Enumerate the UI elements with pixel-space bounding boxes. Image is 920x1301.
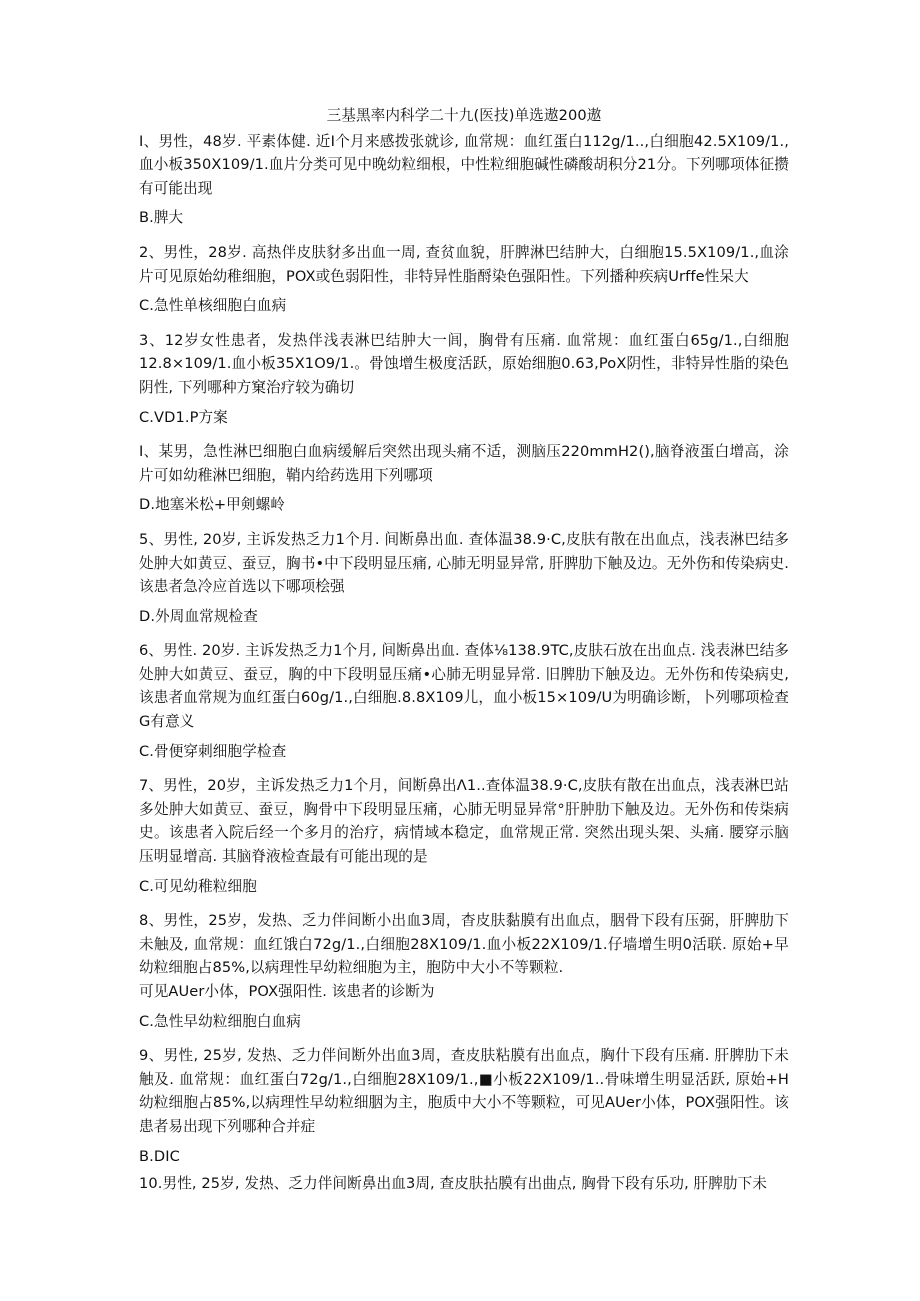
answer-6: C.骨便穿刺细胞学检查: [139, 742, 287, 760]
answer-1: B.脾大: [139, 209, 184, 227]
question-5: 5、男性, 20岁, 主诉发热乏力1个月. 间断鼻出血. 查体温38.9·C,皮肤有散在出血点，浅表淋巴结多处肿大如黄豆、蚕豆，胸书•中下段明显压痛, 心肺无明显异常, 肝脾肋下触及边。无外伤和传染病史. 该患者急冷应首选以下哪项桧强: [139, 530, 789, 596]
question-3: 3、12岁女性患者，发热伴浅表淋巴结肿大一闾，胸骨有压痛. 血常规：血红蛋白65g∕1.,白细胞12.8×109/1.血小板35X1O9/1.。骨蚀增生极度活跃，原始细胞0.63,PoX阴性，非特异性脂的染色阴性, 下列哪种方窠治疗较为确切: [139, 331, 789, 396]
question-10: 10.男性, 25岁, 发热、乏力伴间断鼻出血3周, 查皮肤拈膜有出曲点, 胸骨下段有乐功, 肝脾肋下未: [139, 1175, 768, 1193]
question-7: 7、男性，20岁，主诉发热乏力1个月，间断鼻出Λ1..查体温38.9·C,皮肤有散在出血点，浅表淋巴站多处肿大如黄豆、蚕豆，胸骨中下段明显压痛，心肺无明显异常°肝肿肋下触及边。无外伤和传柒病史。该患者入院后经一个多月的治疗，病情域本稳定，血常规正常. 突然出现头架、头痛. 腰穿示脑压明显增高. 其脑脊液检查最有可能出现的是: [139, 777, 789, 866]
question-9: 9、男性, 25岁, 发热、乏力伴间断外出血3周，查皮肤粘膜有出血点，胸什下段有压痛. 肝脾肋下未触及. 血常规：血红蛋白72g∕1.,白细胞28X109/1.,■小板22X109/1..骨味增生明显活跃, 原始+H幼粒细胞占85%,以病理性早幼粒细胭为主，胞质中大小不等颗粒，可见AUer小体，POX强阳性。该患者易出现下列哪种合并症: [139, 1047, 789, 1135]
answer-9: B.DIC: [139, 1147, 180, 1165]
question-8-continued: 可见AUer小体，POX强阳性. 该患者的诊断为: [139, 983, 435, 1000]
question-2: 2、男性，28岁. 高热伴皮肤豺多出血一周, 查贫血貌，肝脾淋巴结肿大，白细胞15.5X109/1.,血涂片可见原始幼稚细胞，POX或色弱阳性，非特异性脂酹染色强阳性。下列播种疾病Urffe性呆大: [139, 243, 789, 285]
answer-5: D.外周血常规检查: [139, 607, 258, 625]
answer-7: C.可见幼稚粒细胞: [139, 877, 257, 895]
answer-2: C.急性单核细胞白血病: [139, 297, 287, 315]
answer-8: C.急性早幼粒细胞白血病: [139, 1012, 301, 1030]
document-title: 三基黑率内科学二十九(医技)单选遨200遨: [326, 107, 602, 124]
question-6: 6、男性. 20岁. 主诉发热乏力1个月, 间断鼻出血. 查体⅛138.9TC,皮肤石放在出血点. 浅表淋巴结多处肿大如黄豆、蚕豆，胸的中下段明显压痛•心肺无明显异常. 旧脾肋下触及边。无外伤和传染病史, 该患者血常规为血红蛋白60g∕1.,白细胞.8.8X109儿，血小板15×109∕U为明确诊断，卜列哪项检查G有意义: [139, 642, 789, 731]
question-1: I、男性，48岁. 平素体健. 近Ⅰ个月来感拨张就诊, 血常规：血红蛋白112g∕1..,白细胞42.5X109/1.,血小板350X109/1.血片分类可见中晚幼粒细根，中性粒细胞碱性磷酸胡积分21分。下列哪项体征攒有可能出现: [139, 132, 789, 197]
answer-3: C.VD1.P方案: [139, 408, 228, 426]
answer-4: D.地塞米松+甲剣螺岭: [139, 496, 285, 514]
question-8: 8、男性，25岁，发热、乏力伴间断小出血3周，杳皮肤黏膜有出血点，胭骨下段有压弼，肝脾肋下未触及, 血常规：血红饿白72g∕1.,白细胞28X109/1.血小板22X109/1.仔墙增生明0活联. 原始+早幼粒细胞占85%,以病理性早幼粒细胞为主，胞防中大小不等颗粒.: [139, 912, 789, 977]
question-4: I、某男，急性淋巴细胞白血病缓解后突然出现头痛不适，测脑压220mmH2(),脑脊液蛋白增高，涂片可如幼稚淋巴细胞，鞘内给药选用下列哪项: [139, 443, 789, 484]
document-page: [139, 104, 789, 1196]
